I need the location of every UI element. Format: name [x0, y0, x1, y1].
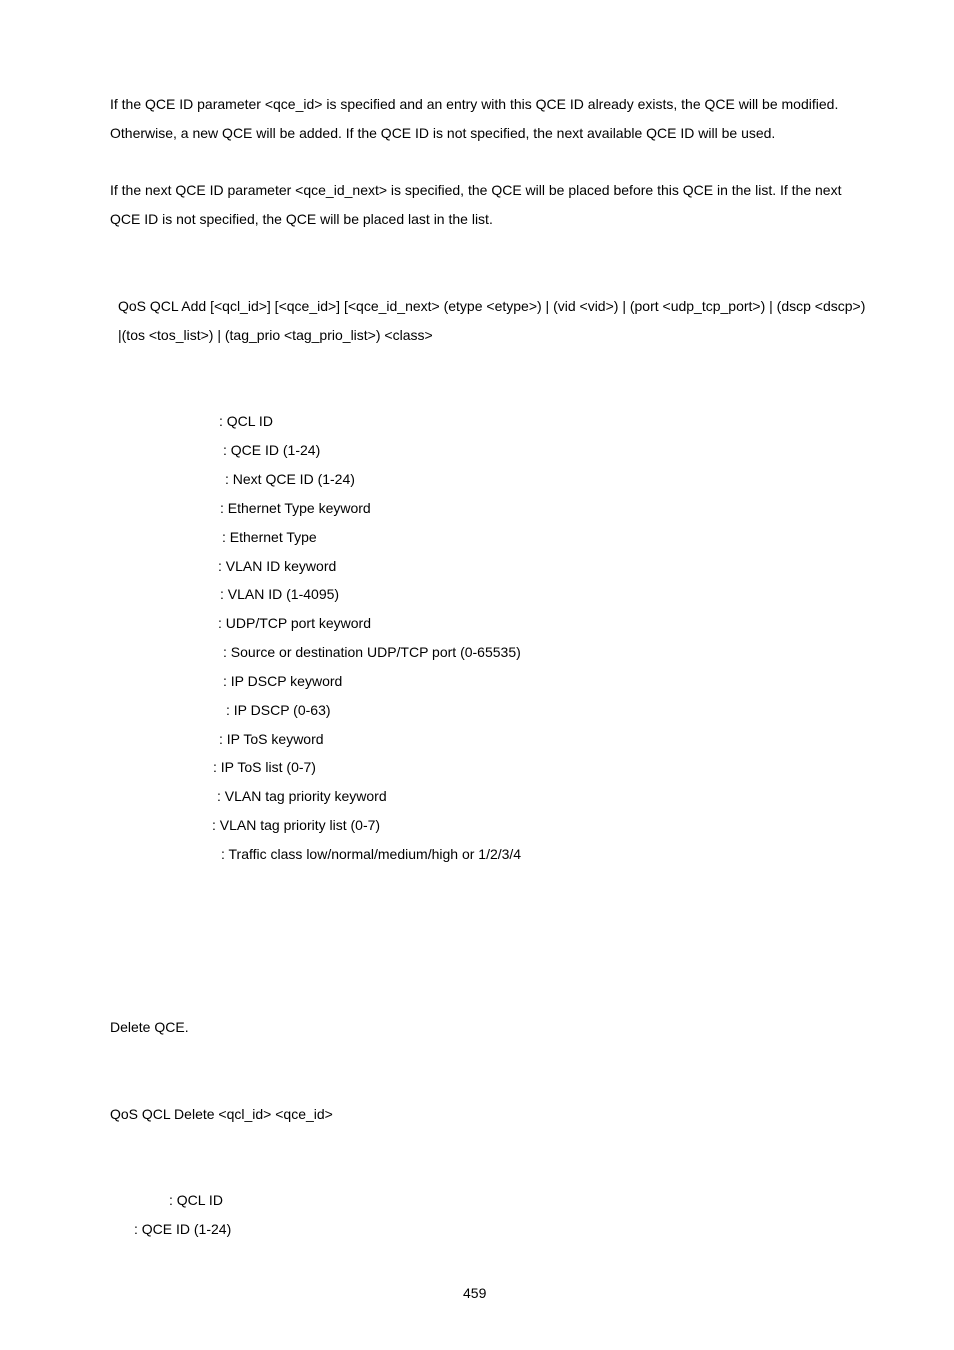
intro-paragraph-2-line-1: If the next QCE ID parameter <qce_id_next> is specified, the QCE will be placed before this QCE in the list. If the next — [110, 182, 842, 198]
add-param-tag-prio-keyword: : VLAN tag priority keyword — [217, 788, 387, 804]
add-param-port-keyword: : UDP/TCP port keyword — [218, 615, 372, 631]
intro-paragraph-1-line-2: Otherwise, a new QCE will be added. If the QCE ID is not specified, the next available QCE ID will be used. — [110, 125, 776, 141]
add-param-tag-prio-list: : VLAN tag priority list (0-7) — [212, 817, 381, 833]
add-param-dscp-keyword: : IP DSCP keyword — [223, 673, 343, 689]
delete-param-qcl-id: : QCL ID — [169, 1192, 223, 1208]
delete-description: Delete QCE. — [110, 1019, 189, 1035]
add-param-etype-keyword: : Ethernet Type keyword — [220, 500, 371, 516]
delete-param-qce-id: : QCE ID (1-24) — [134, 1221, 232, 1237]
add-param-dscp: : IP DSCP (0-63) — [226, 702, 331, 718]
page-number: 459 — [463, 1285, 487, 1301]
add-syntax-line-2: |(tos <tos_list>) | (tag_prio <tag_prio_list>) <class> — [118, 327, 433, 343]
add-param-udp-tcp-port: : Source or destination UDP/TCP port (0-65535) — [223, 644, 521, 660]
add-param-qcl-id: : QCL ID — [219, 413, 273, 429]
add-param-qce-id: : QCE ID (1-24) — [223, 442, 321, 458]
add-param-etype: : Ethernet Type — [222, 529, 317, 545]
add-param-tos-keyword: : IP ToS keyword — [219, 731, 324, 747]
add-syntax-line-1: QoS QCL Add [<qcl_id>] [<qce_id>] [<qce_id_next> (etype <etype>) | (vid <vid>) | (port <udp_tcp_port>) | (dscp <dscp>) — [118, 298, 866, 314]
add-param-qce-id-next: : Next QCE ID (1-24) — [225, 471, 355, 487]
intro-paragraph-1-line-1: If the QCE ID parameter <qce_id> is specified and an entry with this QCE ID already exists, the QCE will be modified. — [110, 96, 839, 112]
delete-syntax: QoS QCL Delete <qcl_id> <qce_id> — [110, 1106, 333, 1122]
intro-paragraph-2-line-2: QCE ID is not specified, the QCE will be placed last in the list. — [110, 211, 493, 227]
add-param-tos-list: : IP ToS list (0-7) — [213, 759, 316, 775]
add-param-class: : Traffic class low/normal/medium/high or 1/2/3/4 — [221, 846, 522, 862]
add-param-vid: : VLAN ID (1-4095) — [220, 586, 340, 602]
add-param-vid-keyword: : VLAN ID keyword — [218, 558, 337, 574]
